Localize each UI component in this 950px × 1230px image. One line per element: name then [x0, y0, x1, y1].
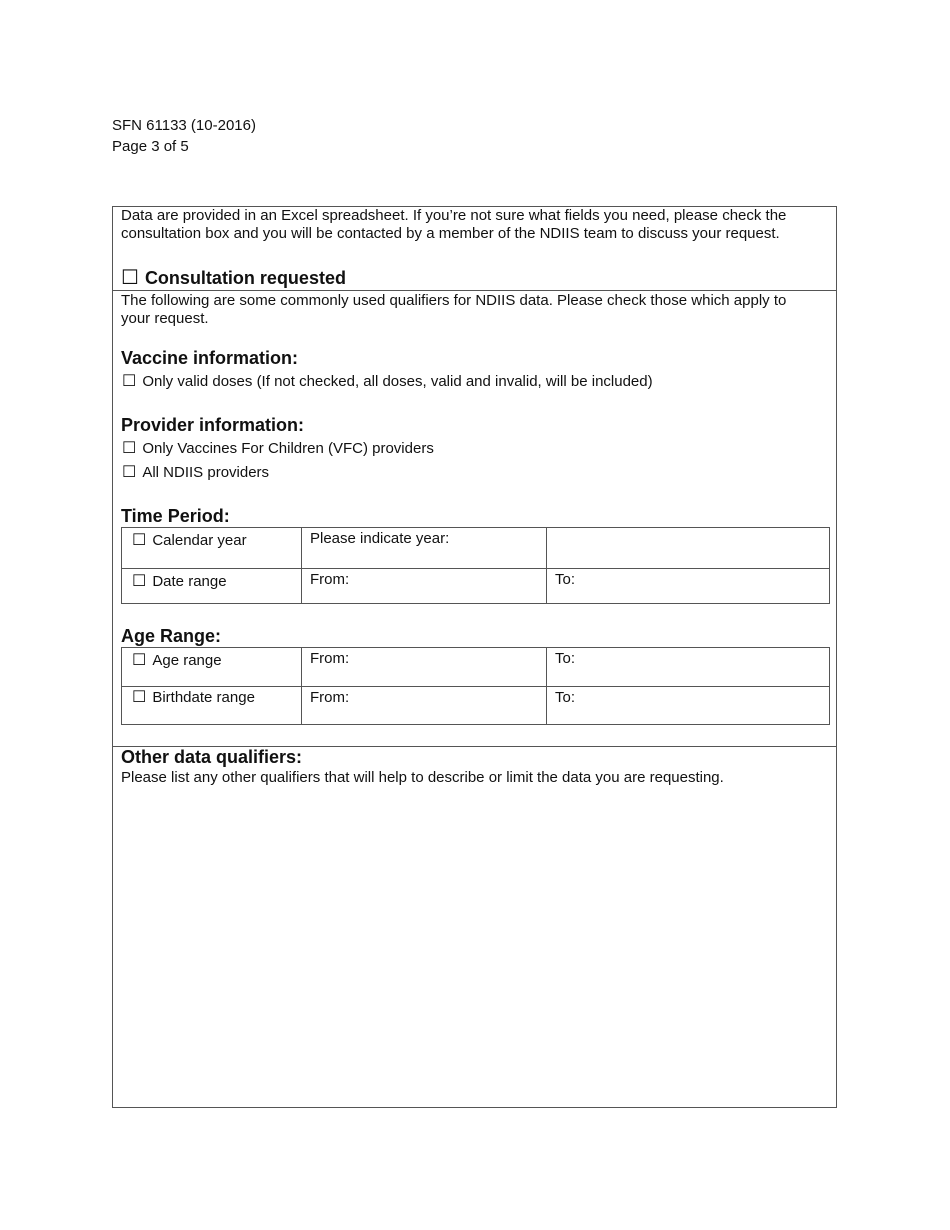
date-range-label: Date range — [152, 573, 227, 590]
age-from-label: From: — [310, 650, 350, 667]
birthdate-from-field[interactable] — [302, 687, 547, 725]
date-from-label: From: — [310, 571, 350, 588]
valid-doses-label: Only valid doses (If not checked, all doses, valid and invalid, will be included) — [142, 373, 653, 390]
date-from-field[interactable] — [302, 569, 547, 604]
calendar-year-checkbox[interactable]: ☐ — [132, 532, 147, 549]
age-range-heading: Age Range: — [121, 626, 222, 646]
time-period-table — [121, 527, 830, 604]
birthdate-range-cell[interactable] — [122, 687, 302, 725]
qualifiers-intro-line-1: The following are some commonly used qualifiers for NDIIS data. Please check those which apply to — [121, 292, 787, 309]
calendar-year-label: Calendar year — [152, 532, 247, 549]
birthdate-range-label: Birthdate range — [152, 689, 255, 706]
date-range-cell[interactable] — [122, 569, 302, 604]
other-heading: Other data qualifiers: — [121, 747, 303, 767]
table-row — [122, 528, 830, 569]
birthdate-to-field[interactable] — [547, 687, 830, 725]
birthdate-from-label: From: — [310, 689, 350, 706]
consultation-option[interactable] — [121, 265, 346, 290]
date-to-field[interactable] — [547, 569, 830, 604]
calendar-year-option[interactable] — [132, 532, 247, 550]
age-range-cell[interactable] — [122, 648, 302, 687]
age-range-table — [121, 647, 830, 725]
provider-option-vfc[interactable] — [122, 440, 434, 458]
age-range-checkbox[interactable]: ☐ — [132, 652, 147, 669]
birthdate-range-checkbox[interactable]: ☐ — [132, 689, 147, 706]
provider-heading: Provider information: — [121, 415, 305, 435]
vfc-checkbox[interactable]: ☐ — [122, 440, 137, 457]
intro-line-2: consultation box and you will be contacted by a member of the NDIIS team to discuss your request. — [121, 225, 780, 242]
table-row — [122, 648, 830, 687]
page-number: Page 3 of 5 — [112, 138, 189, 155]
age-range-label: Age range — [152, 652, 222, 669]
consultation-checkbox[interactable]: ☐ — [121, 267, 139, 289]
birthdate-to-label: To: — [555, 689, 576, 706]
vaccine-heading: Vaccine information: — [121, 348, 299, 368]
year-field[interactable] — [302, 528, 547, 569]
date-range-checkbox[interactable]: ☐ — [132, 573, 147, 590]
all-providers-checkbox[interactable]: ☐ — [122, 464, 137, 481]
year-value-field[interactable] — [547, 528, 830, 569]
date-range-option[interactable] — [132, 573, 227, 591]
consultation-label: Consultation requested — [144, 268, 346, 288]
age-range-option[interactable] — [132, 652, 222, 670]
year-field-label: Please indicate year: — [310, 530, 450, 547]
other-qualifiers-field[interactable] — [121, 792, 826, 1102]
provider-option-all[interactable] — [122, 464, 269, 482]
calendar-year-cell[interactable] — [122, 528, 302, 569]
section-divider — [112, 290, 837, 291]
table-row — [122, 687, 830, 725]
form-number: SFN 61133 (10-2016) — [112, 117, 256, 134]
age-to-field[interactable] — [547, 648, 830, 687]
all-providers-label: All NDIIS providers — [142, 464, 270, 481]
other-instructions: Please list any other qualifiers that will help to describe or limit the data you are requesting. — [121, 769, 724, 786]
time-period-heading: Time Period: — [121, 506, 230, 526]
vfc-label: Only Vaccines For Children (VFC) providers — [142, 440, 434, 457]
age-from-field[interactable] — [302, 648, 547, 687]
intro-line-1: Data are provided in an Excel spreadsheet. If you’re not sure what fields you need, please check the — [121, 207, 787, 224]
age-to-label: To: — [555, 650, 576, 667]
date-to-label: To: — [555, 571, 576, 588]
valid-doses-checkbox[interactable]: ☐ — [122, 373, 137, 390]
vaccine-option-valid-doses[interactable] — [122, 373, 653, 391]
table-row — [122, 569, 830, 604]
qualifiers-intro-line-2: your request. — [121, 310, 209, 327]
birthdate-range-option[interactable] — [132, 689, 255, 707]
